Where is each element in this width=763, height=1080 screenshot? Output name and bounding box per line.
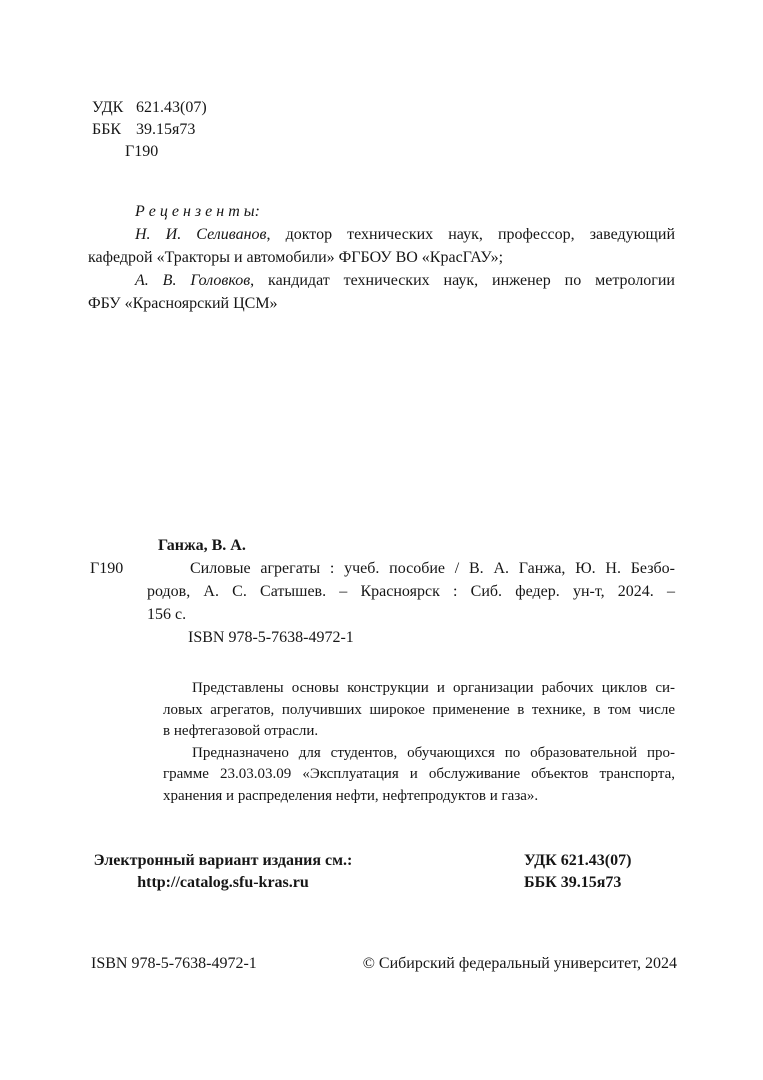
annotation-block [163,678,675,807]
card-isbn: ISBN 978-5-7638-4972-1 [188,629,354,646]
footer-bbk: ББК 39.15я73 [524,874,622,891]
annotation-line-5: грамме 23.03.03.09 «Эксплуатация и обслуживание объектов транспорта, [163,766,675,782]
citation-line-3: 156 с. [147,606,187,623]
reviewer-desc: , доктор технических наук, профессор, заведующий [266,226,675,243]
electronic-note: Электронный вариант издания см.: [93,852,353,869]
bbk-label: ББК [92,121,122,138]
citation-line-2: родов, А. С. Сатышев. – Красноярск : Сиб. федер. ун-т, 2024. – [147,583,675,600]
electronic-url: http://catalog.sfu-kras.ru [137,874,309,891]
reviewer-desc: , кандидат технических наук, инженер по метрологии [250,272,675,289]
reviewer-entry [88,223,675,269]
copyright-line: © Сибирский федеральный университет, 2024 [362,955,677,972]
reviewer-entry [88,269,675,315]
author-sign: Г190 [125,143,159,160]
footer-udk: УДК 621.43(07) [524,852,632,869]
annotation-line-2: ловых агрегатов, получивших широкое применение в технике, в том числе [163,701,675,718]
reviewer-line [88,269,675,292]
annotation-line-4: Предназначено для студентов, обучающихся по образовательной про- [192,744,675,761]
reviewer-name: Н. И. Селиванов [135,226,267,243]
card-author-heading: Ганжа, В. А. [158,537,246,554]
reviewer-desc-cont: ФБУ «Красноярский ЦСМ» [88,295,278,312]
catalog-card [147,534,675,649]
electronic-edition-block [88,850,358,894]
annotation-line-6: хранения и распределения нефти, нефтепродуктов и газа». [163,787,539,804]
udk-label: УДК [92,99,124,116]
reviewer-desc-cont: кафедрой «Тракторы и автомобили» ФГБОУ ВО «КрасГАУ»; [88,249,504,266]
annotation-line-3: в нефтегазовой отрасли. [163,723,319,739]
footer-bottom-line [91,953,677,975]
udk-value: 621.43(07) [136,99,207,116]
reviewers-block [88,200,675,315]
bbk-line [92,119,207,141]
footer-codes-block [524,850,631,894]
annotation-line-1: Представлены основы конструкции и организации рабочих циклов си- [192,680,675,696]
reviewer-name: А. В. Головков [135,272,251,289]
bbk-value: 39.15я73 [136,121,196,138]
bottom-isbn: ISBN 978-5-7638-4972-1 [91,955,257,972]
udk-line [92,97,207,119]
catalog-card-code: Г190 [90,560,124,577]
reviewers-heading: Р е ц е н з е н т ы: [135,203,260,220]
citation-line-1: Силовые агрегаты : учеб. пособие / В. А. Ганжа, Ю. Н. Безбо- [190,560,675,577]
classification-codes-block [92,97,207,163]
reviewer-line [88,223,675,246]
